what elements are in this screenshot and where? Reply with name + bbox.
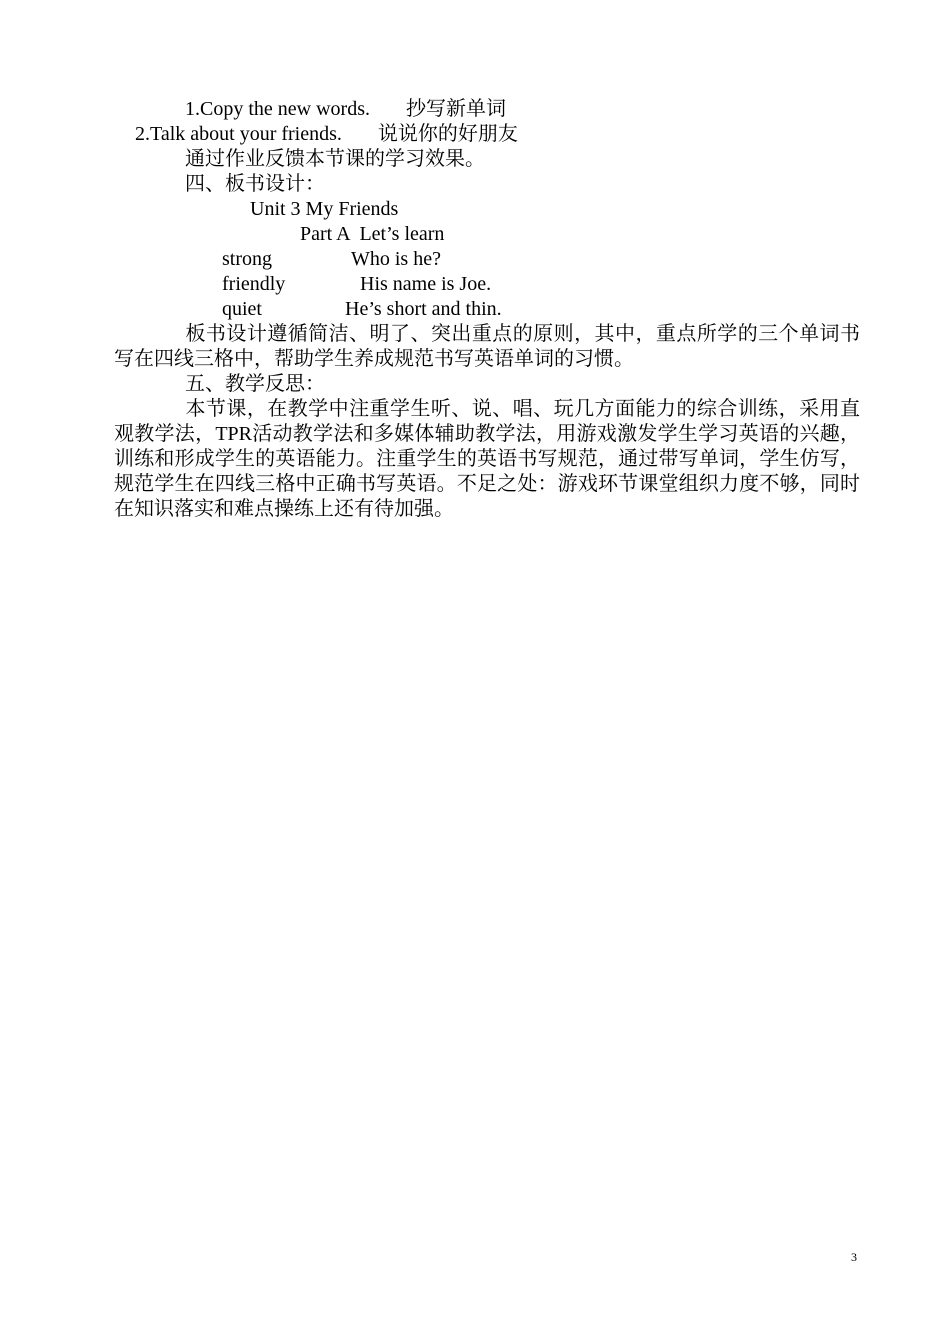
board-unit-title: Unit 3 My Friends (250, 198, 399, 220)
homework-feedback: 通过作业反馈本节课的学习效果。 (185, 148, 485, 170)
homework-item-1-cn: 抄写新单词 (405, 98, 506, 120)
board-sentence-2: His name is Joe. (360, 273, 492, 295)
reflection-body (114, 397, 860, 522)
board-word-2: friendly (222, 273, 286, 295)
homework-item-2 (135, 122, 518, 147)
reflection-heading: 五、教学反思： (185, 373, 325, 395)
homework-item-1 (185, 97, 506, 122)
board-part-title: Part A Let’s learn (300, 223, 445, 245)
board-design-heading: 四、板书设计： (185, 173, 325, 195)
homework-item-1-en: 1.Copy the new words. (185, 98, 370, 120)
homework-item-2-en: 2.Talk about your friends. (135, 123, 342, 145)
board-word-1: strong (222, 248, 272, 270)
board-design-explanation (114, 322, 860, 372)
homework-item-2-cn: 说说你的好朋友 (377, 123, 518, 145)
board-word-3: quiet (222, 298, 262, 320)
board-sentence-3: He’s short and thin. (345, 298, 502, 320)
board-design-explanation-text: 板书设计遵循简洁、明了、突出重点的原则，其中，重点所学的三个单词书写在四线三格中，帮助学生养成规范书写英语单词的习惯。 (114, 323, 860, 370)
page-number: 3 (851, 1250, 857, 1264)
reflection-body-text: 本节课，在教学中注重学生听、说、唱、玩几方面能力的综合训练，采用直观教学法，TPR活动教学法和多媒体辅助教学法，用游戏激发学生学习英语的兴趣，训练和形成学生的英语能力。注重学生的英语书写规范，通过带写单词，学生仿写，规范学生在四线三格中正确书写英语。不足之处：游戏环节课堂组织力度不够，同时在知识落实和难点操练上还有待加强。 (114, 398, 860, 520)
board-sentence-1: Who is he? (351, 248, 441, 270)
